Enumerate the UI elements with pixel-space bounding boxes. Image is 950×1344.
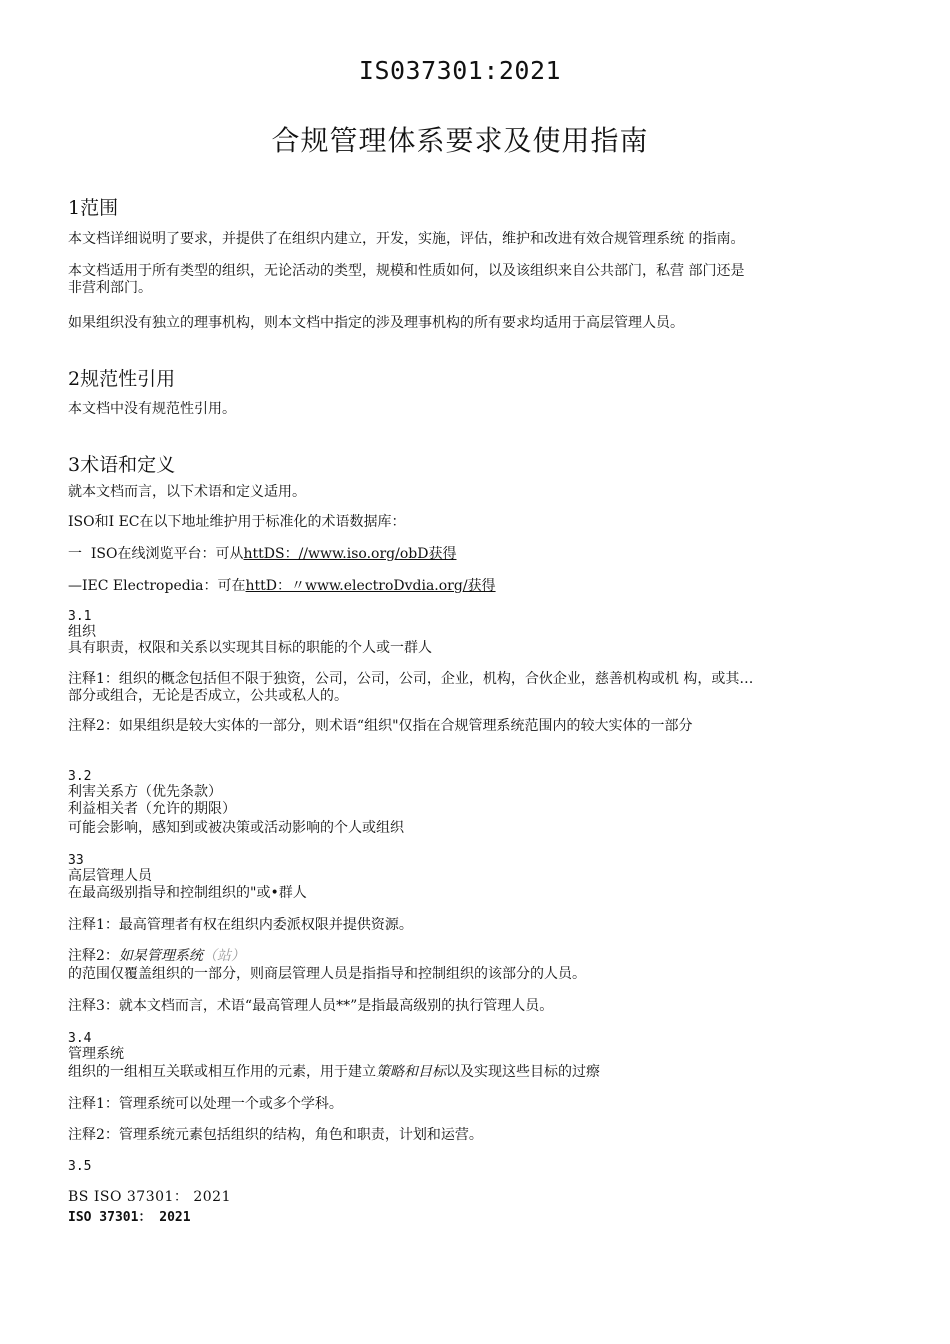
term-3-4-term: 管理系统 (68, 1046, 124, 1062)
term-3-3-number: 33 (68, 853, 84, 868)
term-3-4-def-a: 组织的一组相互关联或相互作用的元素，用于建立 (68, 1064, 376, 1080)
iec-electropedia-link[interactable]: httD：〃www.electroDvdia.org/获得 (245, 578, 496, 594)
section-1-paragraph-1: 本文档详细说明了要求，并提供了在组织内建立，开发，实施，评估，维护和改进有效合规管理系统 的指南。 (68, 231, 745, 247)
term-3-1-note-1: 注释1：组织的概念包括但不限于独资，公司，公司，公司，企业，机构，合伙企业，慈善机构或机 构，或其… 部分或组合，无论是否成立，公共或私人的。 (68, 671, 754, 704)
term-3-1-definition: 具有职责，权限和关系以实现其目标的职能的个人或一群人 (68, 640, 432, 656)
term-3-3-note-1: 注释1：最高管理者有权在组织内委派权限并提供资源。 (68, 917, 413, 933)
term-3-5-number: 3.5 (68, 1159, 92, 1174)
term-3-3-note-2-prefix: 注释2： (68, 948, 119, 964)
term-3-3-term: 高层管理人员 (68, 868, 152, 884)
section-1-paragraph-3: 如果组织没有独立的理事机构，则本文档中指定的涉及理事机构的所有要求均适用于高层管理人员。 (68, 315, 684, 331)
iso-platform-line (68, 546, 868, 563)
footer-bs-iso-label: BS ISO 37301： 2021 (68, 1189, 231, 1205)
section-2-paragraph-1: 本文档中没有规范性引用。 (68, 401, 236, 417)
iec-electropedia-label: —IEC Electropedia：可在 (68, 578, 246, 594)
section-2-heading: 2规范性引用 (68, 368, 176, 390)
term-3-1-number: 3.1 (68, 609, 92, 624)
section-1-heading: 1范围 (68, 197, 119, 219)
section-3-paragraph-1: 就本文档而言，以下术语和定义适用。 (68, 484, 306, 500)
section-1-paragraph-2: 本文档适用于所有类型的组织，无论活动的类型，规模和性质如何，以及该组织来自公共部门，私营 部门还是 非营利部门。 (68, 263, 745, 296)
term-3-4-note-2: 注释2：管理系统元素包括组织的结构，角色和职责，计划和运营。 (68, 1127, 483, 1143)
term-3-4-def-italic: 策略和目标 (376, 1064, 446, 1080)
term-3-3-definition: 在最高级别指导和控制组织的"或•群人 (68, 885, 307, 901)
section-3-paragraph-2: ISO和I EC在以下地址维护用于标准化的术语数据库： (68, 514, 406, 530)
document-title: IS037301:2021 (358, 56, 562, 85)
term-3-4-def-b: 以及实现这些目标的过瘵 (446, 1064, 600, 1080)
term-3-3-note-2-italic: 如杲管理系统 (118, 948, 203, 964)
term-3-3-note-3: 注释3：就本文档而言，术语“最高管理人员**”是指最高级别的执行管理人员。 (68, 998, 554, 1014)
term-3-4-number: 3.4 (68, 1031, 92, 1046)
term-3-1-note-2: 注释2：如果组织是较大实体的一部分，则术语“组织"仅指在合规管理系统范围内的较大实体的一部分 (68, 718, 693, 734)
term-3-4-definition (68, 1064, 868, 1081)
term-3-2-number: 3.2 (68, 769, 92, 784)
footer-iso-label: ISO 37301： 2021 (68, 1210, 191, 1225)
section-3-heading: 3术语和定义 (68, 454, 176, 476)
term-3-3-note-2-gray: （站） (202, 948, 245, 964)
document-subtitle: 合规管理体系要求及使用指南 (271, 124, 649, 157)
iso-platform-label: 一 ISO在线浏览平台：可从 (68, 546, 244, 562)
term-3-4-note-1: 注释1：管理系统可以处理一个或多个学科。 (68, 1096, 343, 1112)
term-3-2-term-2: 利益相关者（允许的期限） (68, 801, 236, 817)
iso-obp-link[interactable]: httDS：//www.iso.org/obD获得 (243, 546, 457, 562)
term-3-2-term-1: 利害关系方（优先条款） (68, 784, 222, 800)
term-3-3-note-2-line-2: 的范围仅覆盖组织的一部分，则商层管理人员是指指导和控制组织的该部分的人员。 (68, 966, 586, 982)
term-3-3-note-2-line-1 (68, 948, 868, 965)
iec-electropedia-line (68, 578, 868, 595)
term-3-2-definition: 可能会影响，感知到或被决策或活动影响的个人或组织 (68, 820, 404, 836)
term-3-1-term: 组织 (68, 624, 96, 640)
